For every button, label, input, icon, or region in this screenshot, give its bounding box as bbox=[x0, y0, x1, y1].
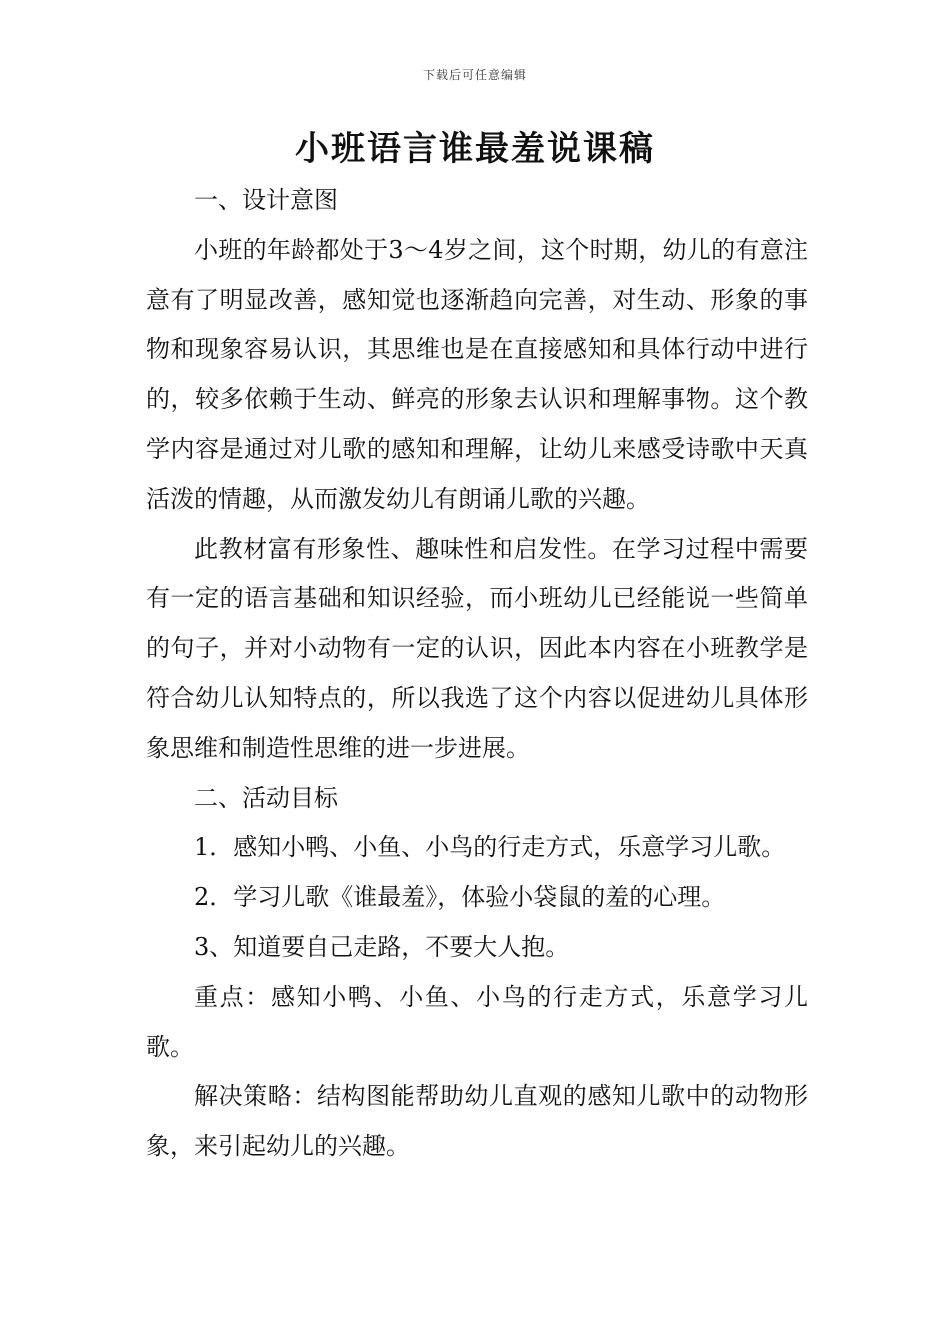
design-intent-paragraph-1: 小班的年龄都处于3～4岁之间，这个时期，幼儿的有意注意有了明显改善，感知觉也逐渐趋向完善，对生动、形象的事物和现象容易认识，其思维也是在直接感知和具体行动中进行的，较多依赖于生动、鲜亮的形象去认识和理解事物。这个教学内容是通过对儿歌的感知和理解，让幼儿来感受诗歌中天真活泼的情趣，从而激发幼儿有朗诵儿歌的兴趣。 bbox=[146, 235, 808, 513]
header-note: 下载后可任意编辑 bbox=[422, 68, 527, 82]
strategy-paragraph: 解决策略：结构图能帮助幼儿直观的感知儿歌中的动物形象，来引起幼儿的兴趣。 bbox=[146, 1082, 808, 1161]
document-body bbox=[146, 176, 808, 1172]
section-heading-design-intent: 一、设计意图 bbox=[194, 186, 338, 214]
goal-item-3: 3、知道要自己走路，不要大人抱。 bbox=[194, 932, 570, 961]
document-title: 小班语言谁最羞说课稿 bbox=[295, 129, 655, 169]
goal-item-2: 2．学习儿歌《谁最羞》，体验小袋鼠的羞的心理。 bbox=[194, 883, 726, 912]
goal-item-1: 1．感知小鸭、小鱼、小鸟的行走方式，乐意学习儿歌。 bbox=[194, 833, 786, 862]
design-intent-paragraph-2: 此教材富有形象性、趣味性和启发性。在学习过程中需要有一定的语言基础和知识经验，而小班幼儿已经能说一些简单的句子，并对小动物有一定的认识，因此本内容在小班教学是符合幼儿认知特点的，所以我选了这个内容以促进幼儿具体形象思维和制造性思维的进一步进展。 bbox=[146, 534, 808, 762]
key-point-paragraph: 重点：感知小鸭、小鱼、小鸟的行走方式，乐意学习儿歌。 bbox=[146, 982, 808, 1061]
section-heading-activity-goals: 二、活动目标 bbox=[194, 783, 338, 812]
